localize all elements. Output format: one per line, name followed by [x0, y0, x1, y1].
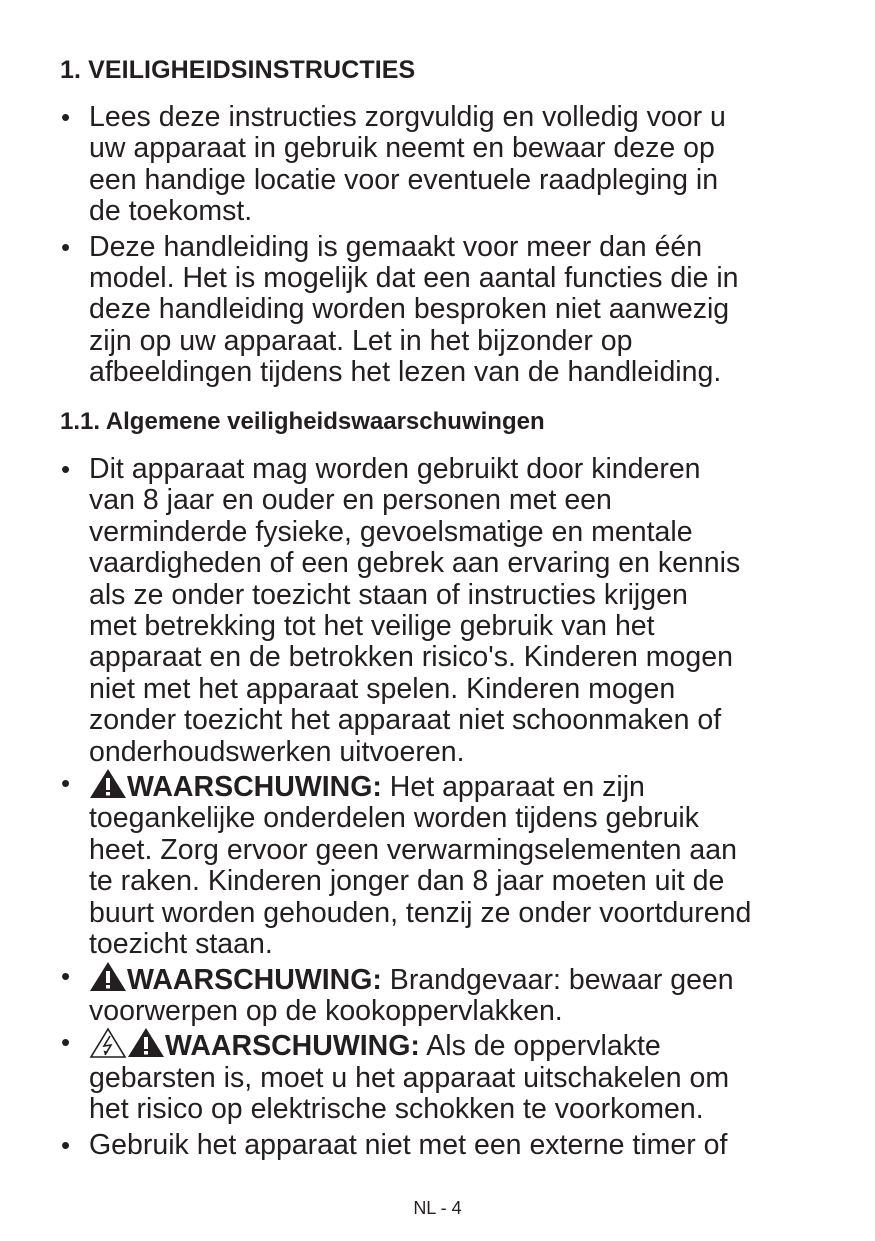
intro-list	[60, 102, 840, 389]
warning-label: WAARSCHUWING:	[127, 963, 382, 996]
warning-item: • WAARSCHUWING: Als de oppervlakte gebarsten is, moet u het apparaat uitschakelen om het risico op elektrische schokken te voorkomen.	[60, 1027, 840, 1125]
electric-shock-icon	[89, 1027, 127, 1058]
section-heading: 1. VEILIGHEIDSINSTRUCTIES	[60, 56, 416, 84]
list-item: • Gebruik het apparaat niet met een externe timer of	[60, 1130, 840, 1161]
list-item: • Dit apparaat mag worden gebruikt door kinderen van 8 jaar en ouder en personen met een verminderde fysieke, gevoelsmatige en mentale vaardigheden of een gebrek aan ervaring en kennis als ze onder toezicht staan of instructies krijgen met betrekking tot het veilige gebruik van het apparaat en de betrokken risico's. Kinderen mogen niet met het apparaat spelen. Kinderen mogen zonder toezicht het apparaat niet schoonmaken of onderhoudswerken uitvoeren.	[60, 454, 840, 768]
page-number: NL - 4	[413, 1198, 462, 1218]
warning-triangle-icon	[127, 1027, 165, 1058]
warning-label: WAARSCHUWING:	[127, 771, 382, 804]
list-item: • Deze handleiding is gemaakt voor meer dan één model. Het is mogelijk dat een aantal functies die in deze handleiding worden besproken niet aanwezig zijn op uw apparaat. Let in het bijzonder op afbeeldingen tijdens het lezen van de handleiding.	[60, 232, 840, 389]
warning-triangle-icon	[89, 961, 127, 992]
list-item: • Lees deze instructies zorgvuldig en volledig voor u uw apparaat in gebruik neemt en bewaar deze op een handige locatie voor eventuele raadpleging in de toekomst.	[60, 102, 840, 228]
warning-item: • WAARSCHUWING: Brandgevaar: bewaar geen voorwerpen op de kookoppervlakken.	[60, 961, 840, 1028]
warnings-list	[60, 454, 840, 1161]
subsection-heading: 1.1. Algemene veiligheidswaarschuwingen	[60, 408, 545, 435]
warning-triangle-icon	[89, 768, 127, 799]
warning-item: • WAARSCHUWING: Het apparaat en zijn toegankelijke onderdelen worden tijdens gebruik heet. Zorg ervoor geen verwarmingselementen aan te raken. Kinderen jonger dan 8 jaar moeten uit de buurt worden gehouden, tenzij ze onder voortdurend toezicht staan.	[60, 768, 840, 960]
warning-label: WAARSCHUWING:	[165, 1030, 420, 1063]
